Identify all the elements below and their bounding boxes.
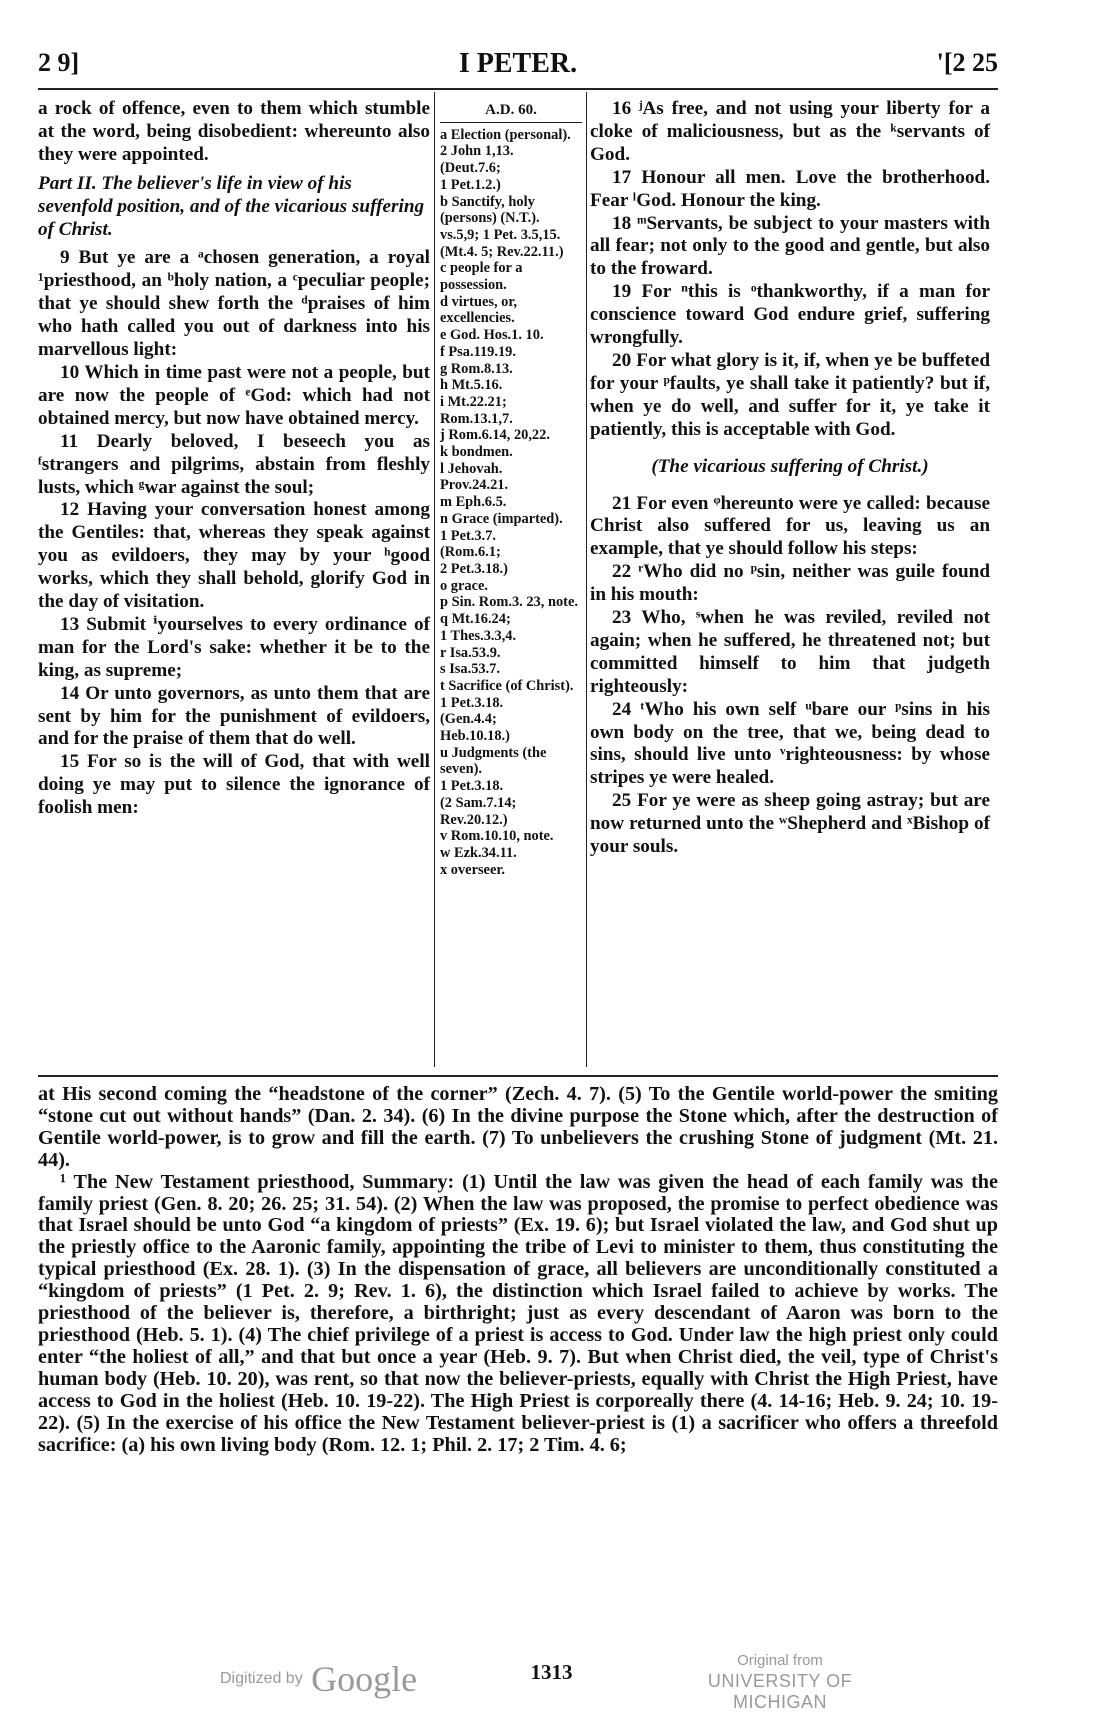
verse-paragraph: 10 Which in time past were not a people, but are now the people of ᵉGod: which had not obtained mercy, but now have obtained mercy. [38, 361, 430, 429]
right-text-column [590, 98, 990, 859]
header-book-title: I PETER. [458, 48, 578, 79]
reference-entry: Rev.20.12.) [440, 811, 508, 828]
reference-entry: vs.5,9; 1 Pet. 3.5,15. (Mt.4. 5; Rev.22.11.) [440, 226, 564, 260]
reference-entry: 2 Pet.3.18.) [440, 560, 508, 577]
reference-list [440, 127, 582, 879]
verse-paragraph: 9 But ye are a ᵃchosen generation, a royal ¹priesthood, an ᵇholy nation, a ᶜpeculiar people; that ye should shew forth the ᵈpraises of him who hath called you out of darkness into his marvellous light: [38, 247, 430, 361]
reference-entry: Rom.13.1,7. [440, 410, 513, 427]
verse-paragraph: 15 For so is the will of God, that with well doing ye may put to silence the ignorance of foolish men: [38, 751, 430, 819]
google-logo: Google [311, 1659, 418, 1699]
reference-entry: 1 Pet.1.2.) [440, 176, 501, 193]
column-divider-left [434, 92, 435, 1067]
verse-paragraph: 24 ᵗWho his own self ᵘbare our ᵖsins in his own body on the tree, that we, being dead to sins, should live unto ᵛrighteousness: by whose stripes ye were healed. [590, 698, 990, 789]
reference-entry: 1 Pet.3.18. [440, 694, 504, 711]
reference-entry: f Psa.119.19. [440, 343, 516, 360]
reference-entry: (Gen.4.4; [440, 711, 497, 728]
reference-entry: j Rom.6.14, 20,22. [440, 427, 550, 444]
reference-entry: (Rom.6.1; [440, 544, 501, 561]
footnote-rule [38, 1075, 998, 1077]
digitized-watermark [220, 1658, 417, 1700]
verse-paragraph: 14 Or unto governors, as unto them that are sent by him for the punishment of evildoers, and for the praise of them that do well. [38, 682, 430, 750]
reference-entry: g Rom.8.13. [440, 360, 513, 377]
reference-entry: h Mt.5.16. [440, 377, 503, 394]
reference-entry: 1 Pet.3.7. [440, 527, 496, 544]
verse-paragraph: 16 ʲAs free, and not using your liberty for a cloke of maliciousness, but as the ᵏservants of God. [590, 98, 990, 165]
date-label: A.D. 60. [440, 102, 582, 123]
verse-paragraph: 18 ᵐServants, be subject to your masters with all fear; not only to the good and gentle, but also to the froward. [590, 212, 990, 280]
reference-entry: (2 Sam.7.14; [440, 794, 517, 811]
verse-paragraph: 22 ʳWho did no ᵖsin, neither was guile found in his mouth: [590, 561, 990, 606]
reference-entry: o grace. [440, 577, 488, 594]
header-rule [38, 88, 998, 90]
header-chapter-verse-right: '[2 25 [936, 48, 998, 77]
left-text-column [38, 98, 430, 820]
page-number: 1313 [530, 1660, 573, 1684]
source-watermark [660, 1650, 900, 1713]
reference-entry: q Mt.16.24; [440, 611, 511, 628]
reference-entry: v Rom.10.10, note. [440, 828, 554, 845]
reference-entry: a Election (personal). [440, 126, 571, 143]
reference-column [440, 102, 582, 878]
header-chapter-verse-left: 2 9] [38, 48, 80, 77]
reference-entry: l Jehovah. [440, 460, 503, 477]
original-from-label: Original from [737, 1652, 823, 1669]
reference-entry: w Ezk.34.11. [440, 844, 517, 861]
verse-paragraph: 20 For what glory is it, if, when ye be buffeted for your ᵖfaults, ye shall take it patiently? but if, when ye do well, and suffer for it, ye take it patiently, this is acceptable with God. [590, 349, 990, 440]
footnote-paragraph: ¹ The New Testament priesthood, Summary: (1) Until the law was given the head of each family was the family priest (Gen. 8. 20; 26. 25; 31. 54). (2) When the law was proposed, the promise to perfect obedience was that Israel should be unto God “a kingdom of priests” (Ex. 19. 6); but Israel violated the law, and God shut up the priestly office to the Aaronic family, appointing the tribe of Levi to minister to them, thus constituting the typical priesthood (Ex. 28. 1). (3) In the dispensation of grace, all believers are unconditionally constituted a “kingdom of priests” (1 Pet. 2. 9; Rev. 1. 6), the distinction which Israel failed to achieve by works. The priesthood of the believer is, therefore, a birthright; just as every descendant of Aaron was born to the priesthood (Heb. 5. 1). (4) The chief privilege of a priest is access to God. Under law the high priest only could enter “the holiest of all,” and that but once a year (Heb. 9. 7). But when Christ died, the veil, type of Christ's human body (Heb. 10. 20), was rent, so that now the believer-priests, equally with Christ the High Priest, have access to God in the holiest (Heb. 10. 19-22). The High Priest is corporeally there (4. 14-16; Heb. 9. 24; 10. 19-22). (5) In the exercise of his office the New Testament believer-priest is (1) a sacrificer who offers a threefold sacrifice: (a) his own living body (Rom. 12. 1; Phil. 2. 17; 2 Tim. 4. 6; [38, 1170, 998, 1456]
verse-paragraph: 25 For ye were as sheep going astray; but are now returned unto the ʷShepherd and ˣBishop of your souls. [590, 790, 990, 858]
reference-entry: b Sanctify, holy (persons) (N.T.). [440, 193, 540, 227]
section-heading: (The vicarious suffering of Christ.) [651, 455, 929, 477]
reference-entry: i Mt.22.21; [440, 393, 507, 410]
reference-entry: n Grace (imparted). [440, 510, 563, 527]
section-heading: Part II. The believer's life in view of his sevenfold position, and of the vicarious suffering of Christ. [38, 172, 425, 240]
verse-paragraph: 12 Having your conversation honest among the Gentiles: that, whereas they speak against you as evildoers, they may by your ʰgood works, which they shall behold, glorify God in the day of visitation. [38, 499, 430, 613]
reference-entry: m Eph.6.5. [440, 494, 507, 511]
reference-entry: Heb.10.18.) [440, 728, 510, 745]
verse-paragraph: 11 Dearly beloved, I beseech you as ᶠstrangers and pilgrims, abstain from fleshly lusts, which ᵍwar against the soul; [38, 430, 430, 498]
reference-entry: (Deut.7.6; [440, 160, 501, 177]
institution-name: UNIVERSITY OF MICHIGAN [707, 1671, 853, 1712]
reference-entry: t Sacrifice (of Christ). [440, 677, 574, 694]
verse-paragraph: 17 Honour all men. Love the brotherhood. Fear ˡGod. Honour the king. [590, 166, 990, 211]
reference-entry: k bondmen. [440, 444, 513, 461]
verse-paragraph: a rock of offence, even to them which stumble at the word, being disobedient: whereunto also they were appointed. [38, 98, 430, 165]
footnotes-section [38, 1084, 998, 1456]
reference-entry: 1 Pet.3.18. [440, 778, 504, 795]
reference-entry: e God. Hos.1. 10. [440, 327, 544, 344]
reference-entry: c people for a possession. [440, 260, 523, 294]
reference-entry: 2 John 1,13. [440, 143, 514, 160]
verse-paragraph: 19 For ⁿthis is ᵒthankworthy, if a man for conscience toward God endure grief, suffering wrongfully. [590, 281, 990, 349]
reference-entry: s Isa.53.7. [440, 661, 500, 678]
reference-entry: d virtues, or, excellencies. [440, 293, 518, 327]
verse-paragraph: 23 Who, ˢwhen he was reviled, reviled not again; when he suffered, he threatened not; but committed himself to him that judgeth righteously: [590, 607, 990, 697]
reference-entry: Prov.24.21. [440, 477, 509, 494]
reference-entry: p Sin. Rom.3. 23, note. [440, 594, 578, 611]
verse-paragraph: 13 Submit ⁱyourselves to every ordinance of man for the Lord's sake: whether it be to the king, as supreme; [38, 613, 430, 681]
reference-entry: x overseer. [440, 861, 505, 878]
column-divider-right [586, 92, 587, 1067]
reference-entry: 1 Thes.3.3,4. [440, 627, 517, 644]
verse-paragraph: 21 For even ᵠhereunto were ye called: because Christ also suffered for us, leaving us an example, that ye should follow his steps: [590, 492, 990, 560]
running-header [38, 48, 998, 82]
reference-entry: r Isa.53.9. [440, 644, 501, 661]
footnote-paragraph: at His second coming the “headstone of the corner” (Zech. 4. 7). (5) To the Gentile world-power the smiting “stone cut out without hands” (Dan. 2. 34). (6) In the divine purpose the Stone which, after the destruction of Gentile world-power, is to grow and fill the earth. (7) To unbelievers the crushing Stone of judgment (Mt. 21. 44). [38, 1083, 998, 1171]
reference-entry: u Judgments (the seven). [440, 744, 547, 778]
digitized-by-label: Digitized by [220, 1670, 303, 1687]
